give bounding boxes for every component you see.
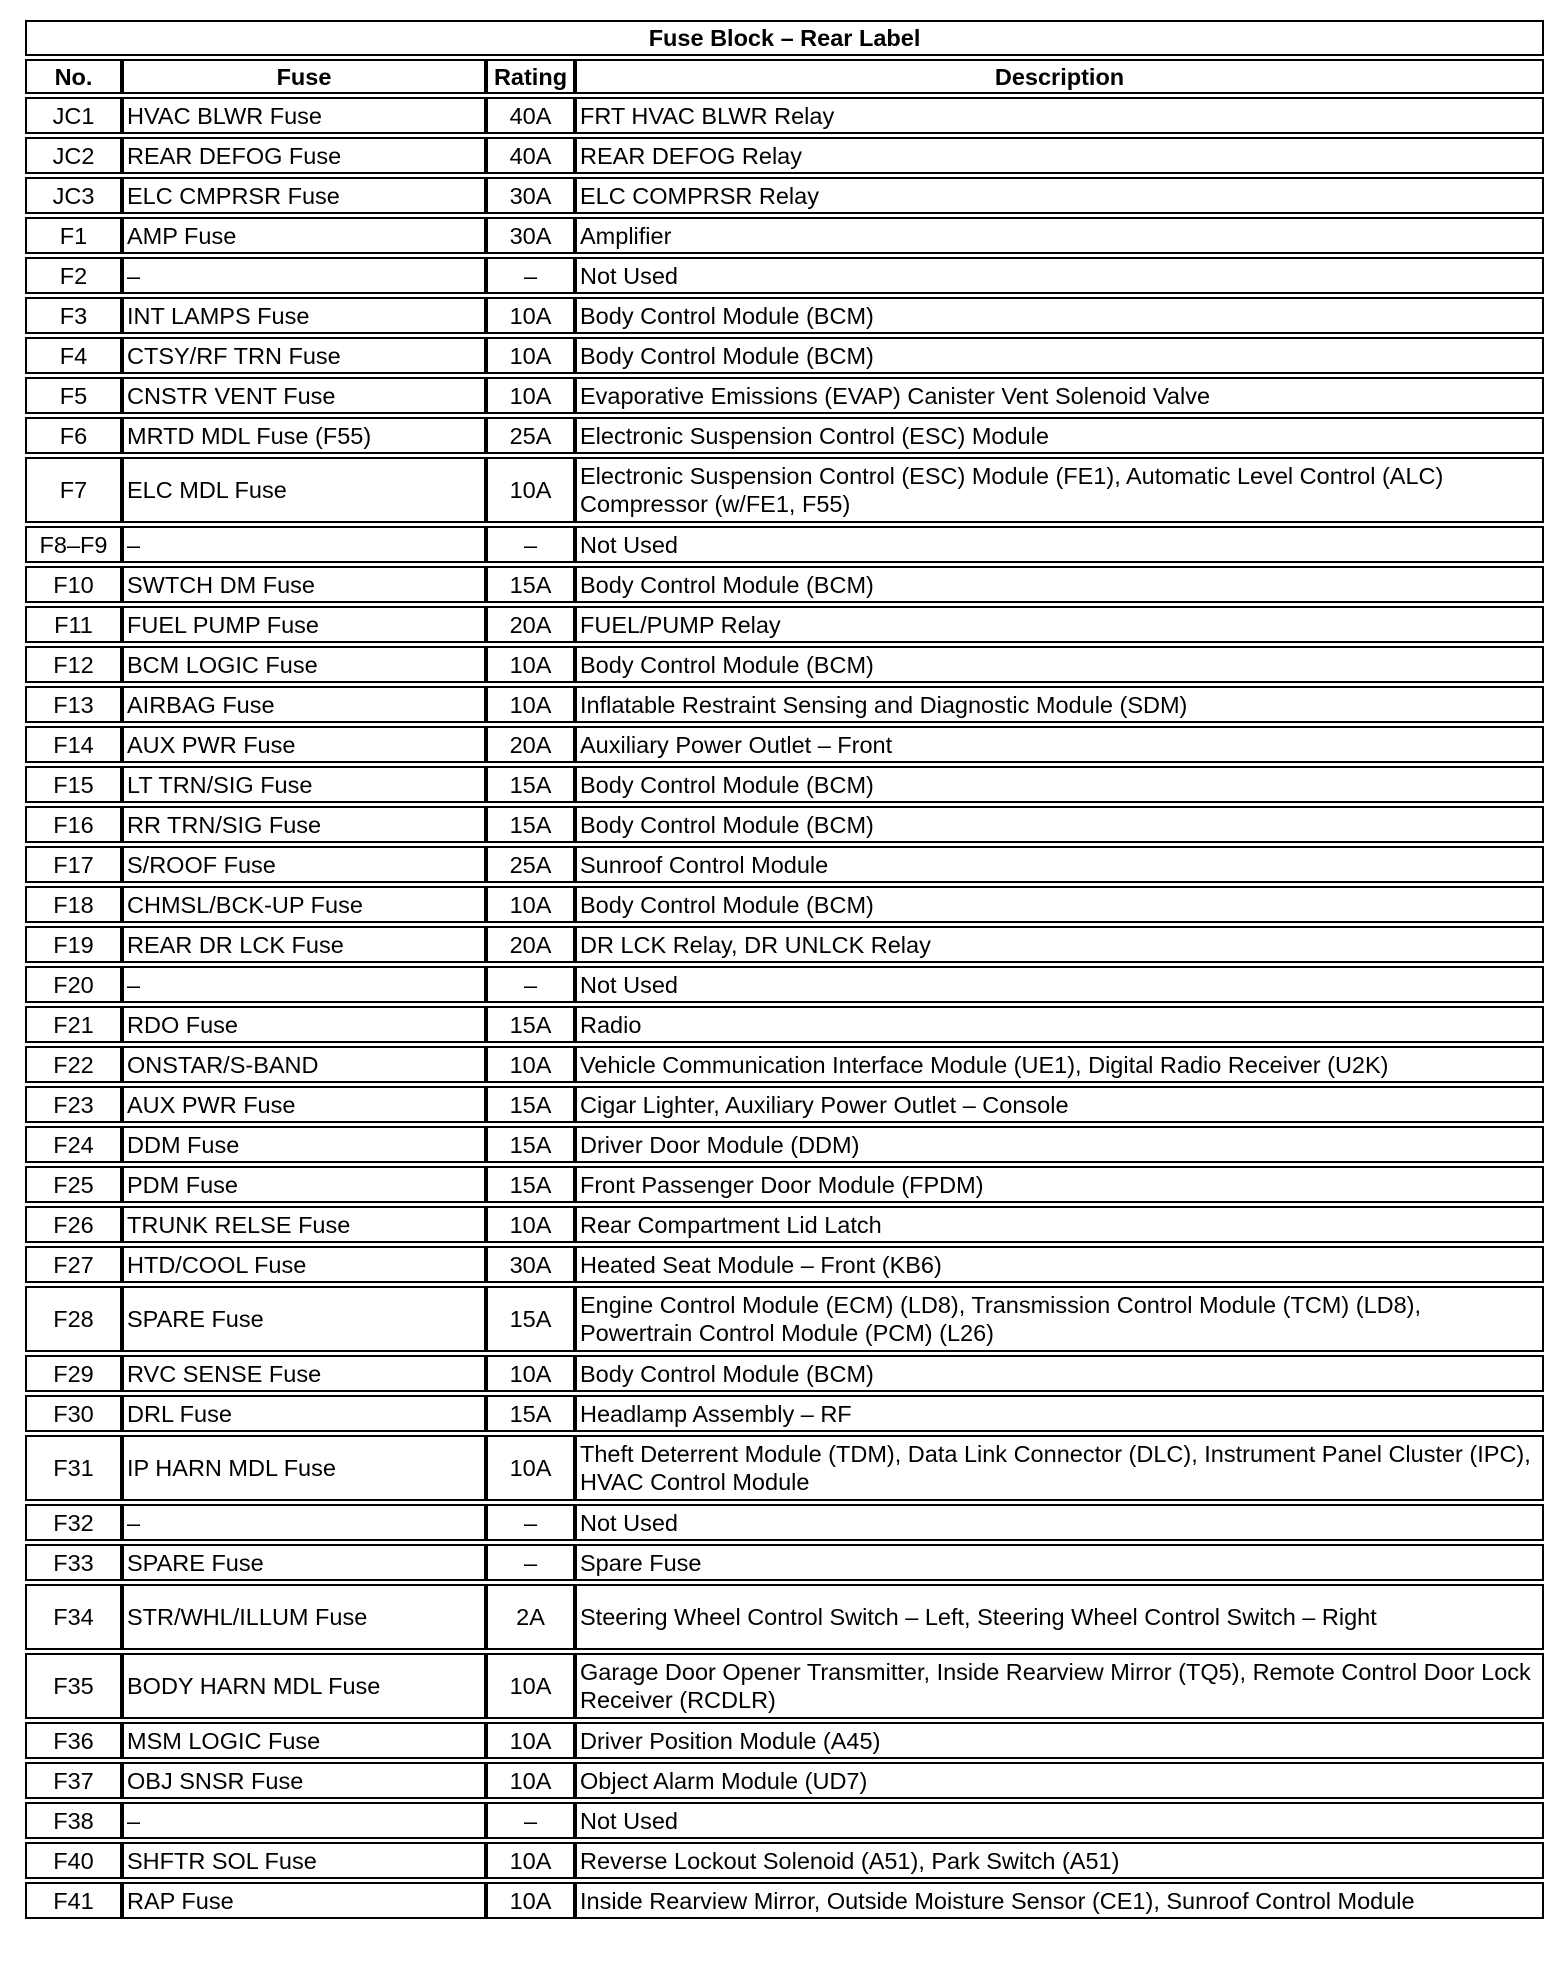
table-row [25,1584,1544,1650]
fuse-name-cell: AUX PWR Fuse [122,726,486,763]
table-row [25,1086,1544,1123]
fuse-name-cell: MRTD MDL Fuse (F55) [122,417,486,454]
header-rating: Rating [486,59,575,94]
fuse-description-cell: Inside Rearview Mirror, Outside Moisture Sensor (CE1), Sunroof Control Module [575,1882,1544,1919]
fuse-number-cell: F5 [25,377,122,414]
fuse-name-cell: LT TRN/SIG Fuse [122,766,486,803]
fuse-name-cell: AUX PWR Fuse [122,1086,486,1123]
fuse-name-cell: MSM LOGIC Fuse [122,1722,486,1759]
fuse-rating-cell: – [486,1544,575,1581]
fuse-name-cell: RVC SENSE Fuse [122,1355,486,1392]
table-row [25,686,1544,723]
fuse-number-cell: F27 [25,1246,122,1283]
fuse-description-cell: Vehicle Communication Interface Module (UE1), Digital Radio Receiver (U2K) [575,1046,1544,1083]
fuse-name-cell: INT LAMPS Fuse [122,297,486,334]
fuse-description-cell: Not Used [575,526,1544,563]
table-row [25,926,1544,963]
fuse-description-cell: Not Used [575,966,1544,1003]
fuse-name-cell: RDO Fuse [122,1006,486,1043]
fuse-rating-cell: – [486,257,575,294]
fuse-number-cell: F30 [25,1395,122,1432]
table-row [25,1842,1544,1879]
fuse-description-cell: Body Control Module (BCM) [575,806,1544,843]
fuse-number-cell: F33 [25,1544,122,1581]
fuse-rating-cell: 15A [486,1126,575,1163]
fuse-rating-cell: 15A [486,566,575,603]
fuse-rating-cell: 10A [486,646,575,683]
table-row [25,1166,1544,1203]
fuse-name-cell: SWTCH DM Fuse [122,566,486,603]
fuse-number-cell: F24 [25,1126,122,1163]
fuse-rating-cell: 10A [486,377,575,414]
fuse-name-cell: RAP Fuse [122,1882,486,1919]
fuse-number-cell: F25 [25,1166,122,1203]
fuse-number-cell: F19 [25,926,122,963]
fuse-description-cell: Body Control Module (BCM) [575,566,1544,603]
table-row [25,417,1544,454]
fuse-name-cell: DDM Fuse [122,1126,486,1163]
fuse-description-cell: Garage Door Opener Transmitter, Inside Rearview Mirror (TQ5), Remote Control Door Lock Receiver (RCDLR) [575,1653,1544,1719]
fuse-rating-cell: 10A [486,886,575,923]
fuse-rating-cell: 15A [486,1395,575,1432]
fuse-description-cell: Body Control Module (BCM) [575,297,1544,334]
fuse-rating-cell: – [486,966,575,1003]
table-row [25,1286,1544,1352]
fuse-rating-cell: 20A [486,606,575,643]
fuse-description-cell: Body Control Module (BCM) [575,766,1544,803]
table-row [25,1246,1544,1283]
table-row [25,1722,1544,1759]
fuse-name-cell: REAR DEFOG Fuse [122,137,486,174]
fuse-rating-cell: 15A [486,1286,575,1352]
fuse-number-cell: F13 [25,686,122,723]
fuse-number-cell: F34 [25,1584,122,1650]
header-row [25,59,1544,94]
table-row [25,886,1544,923]
table-row [25,566,1544,603]
table-row [25,646,1544,683]
fuse-description-cell: Heated Seat Module – Front (KB6) [575,1246,1544,1283]
fuse-description-cell: Not Used [575,257,1544,294]
fuse-description-cell: ELC COMPRSR Relay [575,177,1544,214]
fuse-description-cell: REAR DEFOG Relay [575,137,1544,174]
fuse-name-cell: CTSY/RF TRN Fuse [122,337,486,374]
fuse-rating-cell: 15A [486,1086,575,1123]
fuse-description-cell: Body Control Module (BCM) [575,337,1544,374]
fuse-name-cell: OBJ SNSR Fuse [122,1762,486,1799]
table-row [25,1006,1544,1043]
fuse-description-cell: Theft Deterrent Module (TDM), Data Link Connector (DLC), Instrument Panel Cluster (IPC), HVAC Control Module [575,1435,1544,1501]
fuse-name-cell: RR TRN/SIG Fuse [122,806,486,843]
fuse-number-cell: F2 [25,257,122,294]
fuse-rating-cell: 10A [486,1435,575,1501]
fuse-name-cell: REAR DR LCK Fuse [122,926,486,963]
fuse-rating-cell: 10A [486,686,575,723]
fuse-rating-cell: 15A [486,1006,575,1043]
table-row [25,177,1544,214]
fuse-rating-cell: 10A [486,1046,575,1083]
fuse-rating-cell: 40A [486,97,575,134]
fuse-name-cell: ELC MDL Fuse [122,457,486,523]
fuse-rating-cell: 2A [486,1584,575,1650]
fuse-description-cell: Body Control Module (BCM) [575,1355,1544,1392]
fuse-description-cell: Front Passenger Door Module (FPDM) [575,1166,1544,1203]
fuse-name-cell: CNSTR VENT Fuse [122,377,486,414]
fuse-description-cell: Reverse Lockout Solenoid (A51), Park Switch (A51) [575,1842,1544,1879]
fuse-number-cell: F12 [25,646,122,683]
fuse-number-cell: JC2 [25,137,122,174]
fuse-number-cell: F41 [25,1882,122,1919]
fuse-rating-cell: 15A [486,806,575,843]
fuse-name-cell: – [122,1802,486,1839]
fuse-description-cell: Inflatable Restraint Sensing and Diagnostic Module (SDM) [575,686,1544,723]
fuse-rating-cell: 30A [486,1246,575,1283]
fuse-number-cell: F11 [25,606,122,643]
table-row [25,257,1544,294]
fuse-rating-cell: 10A [486,297,575,334]
fuse-number-cell: JC1 [25,97,122,134]
table-row [25,1435,1544,1501]
fuse-number-cell: F3 [25,297,122,334]
table-row [25,1395,1544,1432]
fuse-name-cell: – [122,966,486,1003]
fuse-number-cell: F7 [25,457,122,523]
fuse-description-cell: Driver Door Module (DDM) [575,1126,1544,1163]
fuse-number-cell: JC3 [25,177,122,214]
fuse-description-cell: Not Used [575,1504,1544,1541]
fuse-number-cell: F38 [25,1802,122,1839]
fuse-number-cell: F28 [25,1286,122,1352]
table-row [25,337,1544,374]
fuse-number-cell: F15 [25,766,122,803]
fuse-name-cell: – [122,257,486,294]
fuse-name-cell: BODY HARN MDL Fuse [122,1653,486,1719]
fuse-rating-cell: 30A [486,177,575,214]
header-fuse: Fuse [122,59,486,94]
table-row [25,1355,1544,1392]
fuse-name-cell: SPARE Fuse [122,1286,486,1352]
table-row [25,137,1544,174]
fuse-rating-cell: – [486,1802,575,1839]
fuse-rating-cell: 15A [486,1166,575,1203]
fuse-number-cell: F35 [25,1653,122,1719]
fuse-name-cell: – [122,526,486,563]
fuse-rating-cell: – [486,1504,575,1541]
fuse-rating-cell: 20A [486,726,575,763]
fuse-rating-cell: 10A [486,1882,575,1919]
fuse-rating-cell: 10A [486,1206,575,1243]
table-row [25,606,1544,643]
table-row [25,457,1544,523]
fuse-description-cell: FRT HVAC BLWR Relay [575,97,1544,134]
fuse-number-cell: F29 [25,1355,122,1392]
fuse-number-cell: F36 [25,1722,122,1759]
table-row [25,1544,1544,1581]
fuse-rating-cell: 25A [486,846,575,883]
title-row [25,20,1544,56]
fuse-rating-cell: 10A [486,1653,575,1719]
table-row [25,1762,1544,1799]
table-row [25,1882,1544,1919]
fuse-name-cell: S/ROOF Fuse [122,846,486,883]
fuse-number-cell: F8–F9 [25,526,122,563]
fuse-name-cell: ONSTAR/S-BAND [122,1046,486,1083]
fuse-number-cell: F6 [25,417,122,454]
table-row [25,97,1544,134]
table-row [25,1126,1544,1163]
fuse-number-cell: F10 [25,566,122,603]
table-row [25,806,1544,843]
fuse-number-cell: F1 [25,217,122,254]
fuse-description-cell: Evaporative Emissions (EVAP) Canister Vent Solenoid Valve [575,377,1544,414]
fuse-name-cell: PDM Fuse [122,1166,486,1203]
fuse-description-cell: Engine Control Module (ECM) (LD8), Transmission Control Module (TCM) (LD8), Powertrain Control Module (PCM) (L26) [575,1286,1544,1352]
fuse-description-cell: Body Control Module (BCM) [575,646,1544,683]
fuse-number-cell: F22 [25,1046,122,1083]
fuse-document [25,17,1544,1922]
fuse-number-cell: F18 [25,886,122,923]
fuse-rating-cell: 10A [486,1355,575,1392]
table-row [25,1046,1544,1083]
table-row [25,217,1544,254]
table-row [25,846,1544,883]
fuse-rating-cell: 30A [486,217,575,254]
fuse-rating-cell: 10A [486,1762,575,1799]
table-row [25,1206,1544,1243]
table-row [25,377,1544,414]
fuse-rating-cell: 10A [486,457,575,523]
fuse-name-cell: TRUNK RELSE Fuse [122,1206,486,1243]
fuse-description-cell: Spare Fuse [575,1544,1544,1581]
fuse-number-cell: F16 [25,806,122,843]
fuse-name-cell: SPARE Fuse [122,1544,486,1581]
fuse-number-cell: F4 [25,337,122,374]
table-row [25,1653,1544,1719]
header-no: No. [25,59,122,94]
fuse-name-cell: BCM LOGIC Fuse [122,646,486,683]
fuse-number-cell: F31 [25,1435,122,1501]
fuse-description-cell: Amplifier [575,217,1544,254]
fuse-name-cell: SHFTR SOL Fuse [122,1842,486,1879]
fuse-name-cell: HTD/COOL Fuse [122,1246,486,1283]
fuse-rating-cell: 15A [486,766,575,803]
fuse-number-cell: F32 [25,1504,122,1541]
fuse-rating-cell: 10A [486,1842,575,1879]
table-row [25,526,1544,563]
header-description: Description [575,59,1544,94]
fuse-number-cell: F21 [25,1006,122,1043]
fuse-description-cell: Cigar Lighter, Auxiliary Power Outlet – Console [575,1086,1544,1123]
fuse-description-cell: Not Used [575,1802,1544,1839]
table-row [25,966,1544,1003]
fuse-number-cell: F26 [25,1206,122,1243]
fuse-number-cell: F23 [25,1086,122,1123]
fuse-name-cell: CHMSL/BCK-UP Fuse [122,886,486,923]
fuse-description-cell: Auxiliary Power Outlet – Front [575,726,1544,763]
fuse-number-cell: F40 [25,1842,122,1879]
table-row [25,1504,1544,1541]
table-row [25,1802,1544,1839]
fuse-description-cell: Headlamp Assembly – RF [575,1395,1544,1432]
fuse-name-cell: STR/WHL/ILLUM Fuse [122,1584,486,1650]
fuse-description-cell: Sunroof Control Module [575,846,1544,883]
fuse-description-cell: Driver Position Module (A45) [575,1722,1544,1759]
fuse-name-cell: AMP Fuse [122,217,486,254]
fuse-name-cell: FUEL PUMP Fuse [122,606,486,643]
fuse-rating-cell: 10A [486,337,575,374]
fuse-name-cell: – [122,1504,486,1541]
table-row [25,766,1544,803]
fuse-description-cell: Steering Wheel Control Switch – Left, Steering Wheel Control Switch – Right [575,1584,1544,1650]
fuse-number-cell: F17 [25,846,122,883]
fuse-name-cell: DRL Fuse [122,1395,486,1432]
table-body [25,97,1544,1919]
fuse-rating-cell: 40A [486,137,575,174]
fuse-description-cell: Object Alarm Module (UD7) [575,1762,1544,1799]
fuse-description-cell: DR LCK Relay, DR UNLCK Relay [575,926,1544,963]
fuse-description-cell: Body Control Module (BCM) [575,886,1544,923]
fuse-description-cell: Electronic Suspension Control (ESC) Module [575,417,1544,454]
fuse-rating-cell: – [486,526,575,563]
fuse-name-cell: IP HARN MDL Fuse [122,1435,486,1501]
fuse-rating-cell: 20A [486,926,575,963]
fuse-table [25,17,1544,1922]
fuse-description-cell: Electronic Suspension Control (ESC) Module (FE1), Automatic Level Control (ALC) Compressor (w/FE1, F55) [575,457,1544,523]
fuse-name-cell: HVAC BLWR Fuse [122,97,486,134]
fuse-number-cell: F20 [25,966,122,1003]
fuse-number-cell: F14 [25,726,122,763]
fuse-number-cell: F37 [25,1762,122,1799]
fuse-description-cell: FUEL/PUMP Relay [575,606,1544,643]
table-title: Fuse Block – Rear Label [25,20,1544,56]
fuse-rating-cell: 10A [486,1722,575,1759]
table-row [25,726,1544,763]
fuse-name-cell: AIRBAG Fuse [122,686,486,723]
table-row [25,297,1544,334]
fuse-rating-cell: 25A [486,417,575,454]
fuse-description-cell: Radio [575,1006,1544,1043]
fuse-description-cell: Rear Compartment Lid Latch [575,1206,1544,1243]
fuse-name-cell: ELC CMPRSR Fuse [122,177,486,214]
